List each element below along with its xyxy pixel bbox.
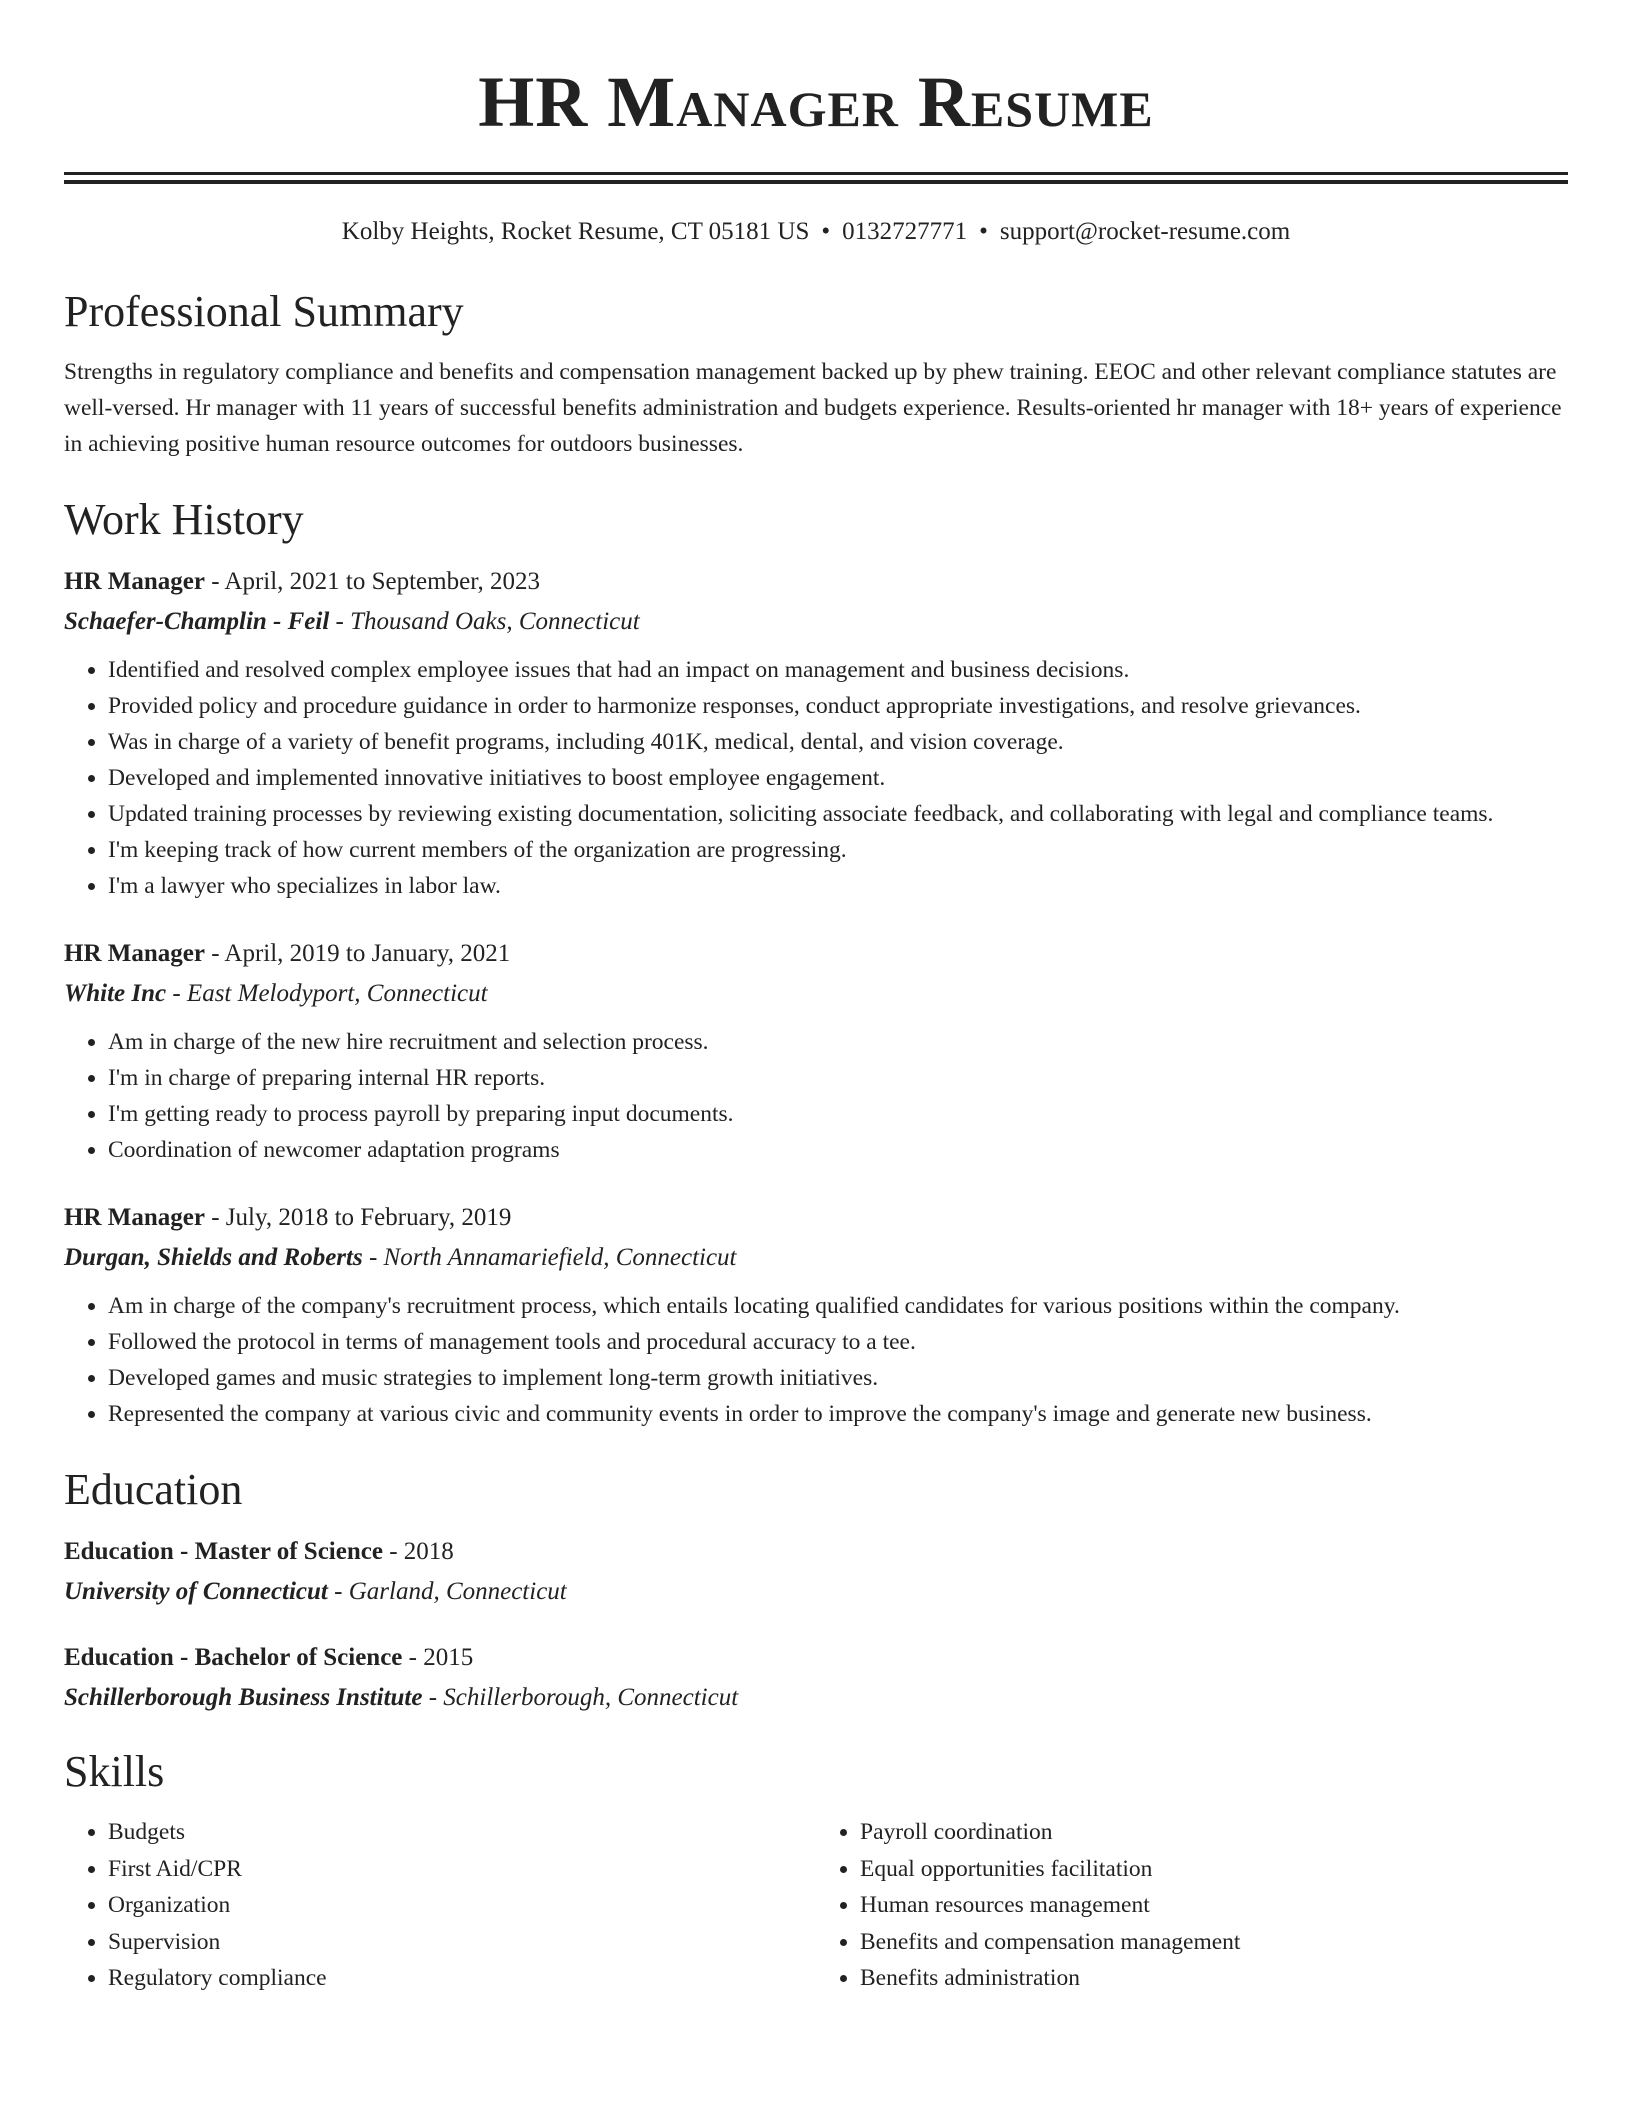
skill-item: • Benefits administration bbox=[860, 1960, 1568, 1997]
job-company-line bbox=[64, 602, 1568, 642]
contact-separator: • bbox=[979, 218, 988, 245]
job-bullets bbox=[64, 1024, 1568, 1168]
job-title: HR Manager bbox=[64, 568, 205, 595]
education-school-line bbox=[64, 1572, 1568, 1612]
job-company: White Inc bbox=[64, 980, 167, 1007]
job-company: Schaefer-Champlin - Feil bbox=[64, 608, 330, 635]
skill-item: • Equal opportunities facilitation bbox=[860, 1851, 1568, 1888]
job-company: Durgan, Shields and Roberts bbox=[64, 1244, 363, 1271]
job-title: HR Manager bbox=[64, 1204, 205, 1231]
skill-item: • Supervision bbox=[108, 1924, 816, 1961]
job-bullet: • Identified and resolved complex employee issues that had an impact on management and business decisions. bbox=[108, 652, 1568, 688]
job-bullets bbox=[64, 1288, 1568, 1432]
job-entry bbox=[64, 562, 1568, 904]
job-bullet: • Am in charge of the company's recruitment process, which entails locating qualified candidates for various positions within the company. bbox=[108, 1288, 1568, 1324]
job-bullets bbox=[64, 652, 1568, 904]
job-entry bbox=[64, 1198, 1568, 1432]
education-section bbox=[64, 1462, 1568, 1718]
job-company-line bbox=[64, 974, 1568, 1014]
skill-item: • First Aid/CPR bbox=[108, 1851, 816, 1888]
job-bullet: • Was in charge of a variety of benefit programs, including 401K, medical, dental, and vision coverage. bbox=[108, 724, 1568, 760]
skills-heading: Skills bbox=[64, 1747, 165, 1796]
contact-phone: 0132727771 bbox=[842, 218, 968, 245]
skill-item: • Organization bbox=[108, 1887, 816, 1924]
job-bullet: • Am in charge of the new hire recruitment and selection process. bbox=[108, 1024, 1568, 1060]
summary-text: Strengths in regulatory compliance and benefits and compensation management backed up by phew training. EEOC and other relevant compliance statutes are well-versed. Hr manager with 11 years of successful benefits administration and budgets experience. Results-oriented hr manager with 18+ years of experience in achieving positive human resource outcomes for outdoors businesses. bbox=[64, 359, 1562, 457]
job-bullet: • Followed the protocol in terms of management tools and procedural accuracy to a tee. bbox=[108, 1324, 1568, 1360]
education-list bbox=[64, 1532, 1568, 1718]
skills-list-right bbox=[816, 1814, 1568, 1997]
job-title-line bbox=[64, 934, 1568, 974]
job-title: HR Manager bbox=[64, 940, 205, 967]
skill-item: • Human resources management bbox=[860, 1887, 1568, 1924]
skills-list-left bbox=[64, 1814, 816, 1997]
education-degree-line bbox=[64, 1638, 1568, 1678]
education-degree: Education - Bachelor of Science bbox=[64, 1644, 403, 1671]
work-history-heading: Work History bbox=[64, 495, 304, 544]
education-entry bbox=[64, 1532, 1568, 1612]
work-history-section bbox=[64, 492, 1568, 1432]
education-school: Schillerborough Business Institute bbox=[64, 1684, 423, 1711]
skill-item: • Regulatory compliance bbox=[108, 1960, 816, 1997]
job-dates: - April, 2021 to September, 2023 bbox=[204, 568, 541, 595]
summary-section bbox=[64, 284, 1568, 462]
education-degree-line bbox=[64, 1532, 1568, 1572]
job-dates: - July, 2018 to February, 2019 bbox=[204, 1204, 512, 1231]
job-bullet: • Provided policy and procedure guidance in order to harmonize responses, conduct appropriate investigations, and resolve grievances. bbox=[108, 688, 1568, 724]
job-location: - North Annamariefield, Connecticut bbox=[362, 1244, 737, 1271]
job-location: - Thousand Oaks, Connecticut bbox=[329, 608, 640, 635]
job-entry bbox=[64, 934, 1568, 1168]
education-year: - 2015 bbox=[402, 1644, 474, 1671]
skill-item: • Benefits and compensation management bbox=[860, 1924, 1568, 1961]
job-bullet: • Coordination of newcomer adaptation programs bbox=[108, 1132, 1568, 1168]
job-title-line bbox=[64, 562, 1568, 602]
job-bullet: • I'm a lawyer who specializes in labor law. bbox=[108, 868, 1568, 904]
resume-title: HR Manager Resume bbox=[478, 62, 1154, 142]
contact-email: support@rocket-resume.com bbox=[999, 218, 1291, 245]
education-location: - Schillerborough, Connecticut bbox=[422, 1684, 739, 1711]
job-bullet: • Developed games and music strategies to implement long-term growth initiatives. bbox=[108, 1360, 1568, 1396]
job-bullet: • I'm getting ready to process payroll by preparing input documents. bbox=[108, 1096, 1568, 1132]
education-heading: Education bbox=[64, 1465, 243, 1514]
education-entry bbox=[64, 1638, 1568, 1718]
education-location: - Garland, Connecticut bbox=[327, 1578, 567, 1605]
skills-columns bbox=[64, 1814, 1568, 1997]
job-bullet: • Developed and implemented innovative initiatives to boost employee engagement. bbox=[108, 760, 1568, 796]
job-bullet: • I'm keeping track of how current members of the organization are progressing. bbox=[108, 832, 1568, 868]
job-location: - East Melodyport, Connecticut bbox=[166, 980, 488, 1007]
contact-separator: • bbox=[821, 218, 831, 245]
job-bullet: • Updated training processes by reviewing existing documentation, soliciting associate feedback, and collaborating with legal and compliance teams. bbox=[108, 796, 1568, 832]
title-divider bbox=[64, 172, 1568, 184]
job-company-line bbox=[64, 1238, 1568, 1278]
skill-item: • Payroll coordination bbox=[860, 1814, 1568, 1851]
job-dates: - April, 2019 to January, 2021 bbox=[204, 940, 511, 967]
summary-heading: Professional Summary bbox=[64, 287, 464, 336]
job-bullet: • I'm in charge of preparing internal HR reports. bbox=[108, 1060, 1568, 1096]
skill-item: • Budgets bbox=[108, 1814, 816, 1851]
education-degree: Education - Master of Science bbox=[64, 1538, 383, 1565]
education-year: - 2018 bbox=[382, 1538, 454, 1565]
job-bullet: • Represented the company at various civic and community events in order to improve the company's image and generate new business. bbox=[108, 1396, 1568, 1432]
education-school-line bbox=[64, 1678, 1568, 1718]
job-list bbox=[64, 562, 1568, 1432]
education-school: University of Connecticut bbox=[64, 1578, 328, 1605]
contact-address: Kolby Heights, Rocket Resume, CT 05181 US bbox=[341, 218, 810, 245]
contact-line bbox=[64, 214, 1568, 250]
job-title-line bbox=[64, 1198, 1568, 1238]
skills-section bbox=[64, 1744, 1568, 1997]
